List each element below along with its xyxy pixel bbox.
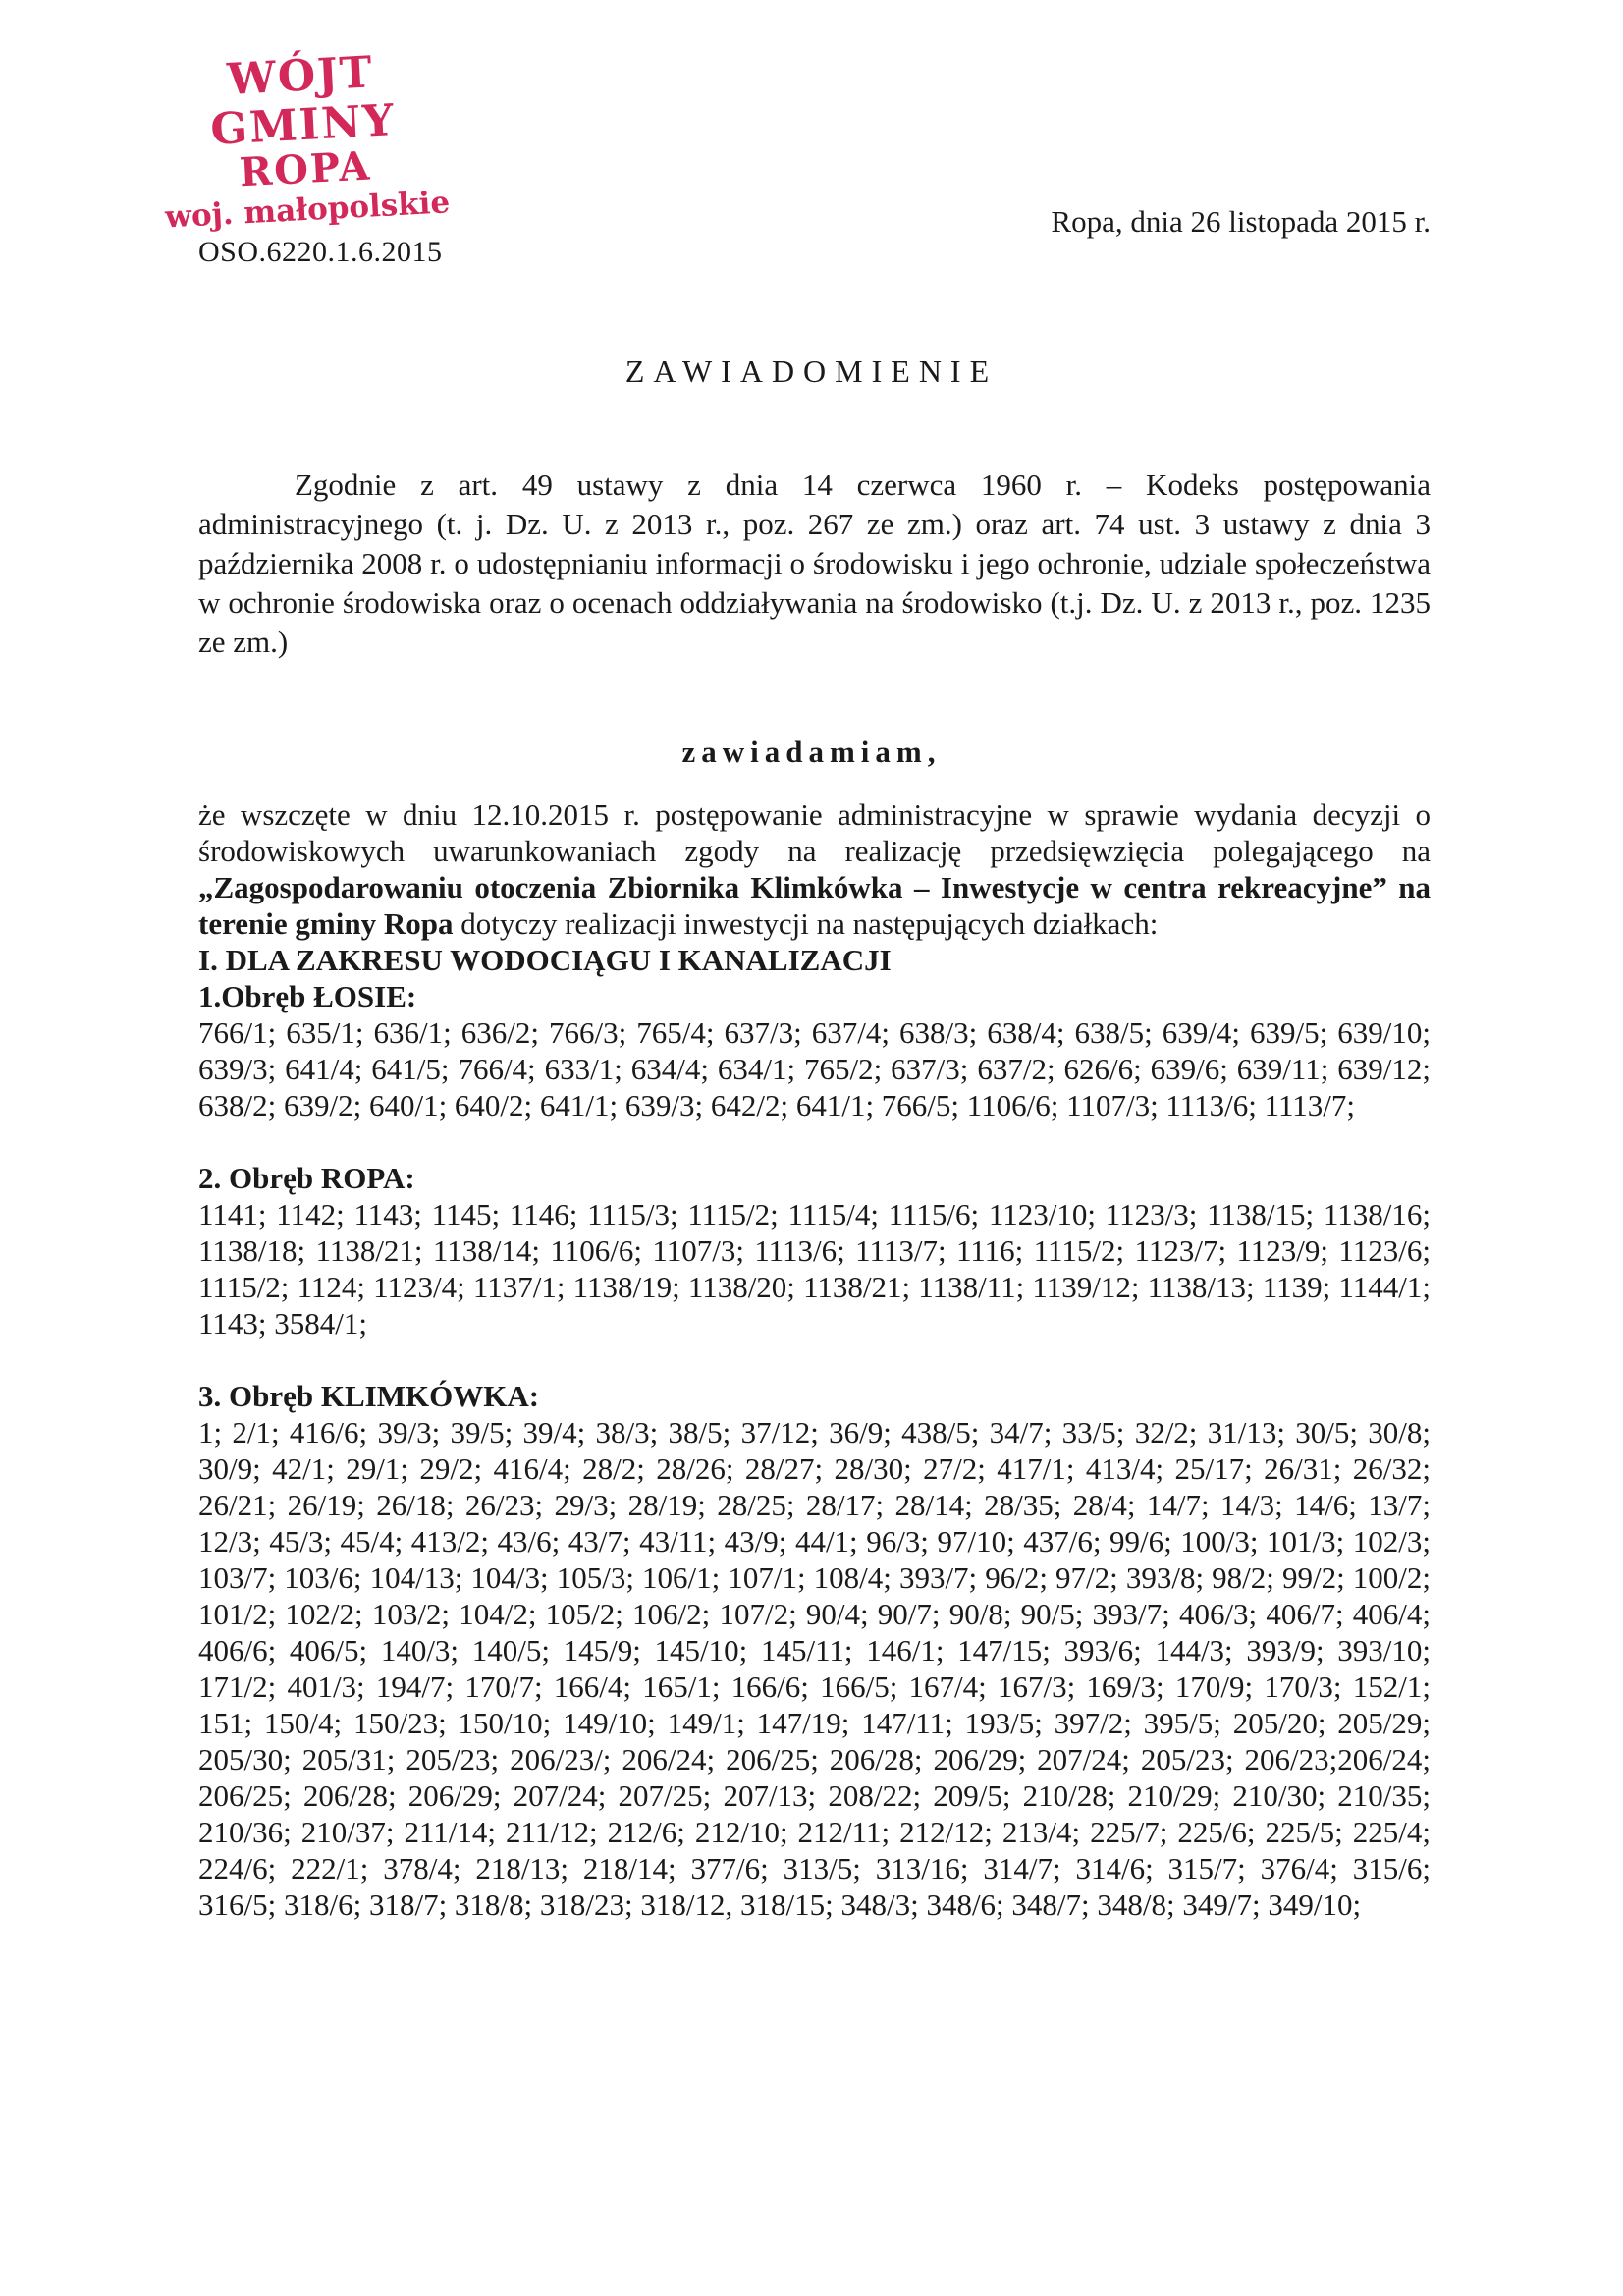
stamp-line-1: WÓJT GMINY xyxy=(209,47,398,155)
stamp-line-3: woj. małopolskie xyxy=(164,185,452,236)
notice-text-start: że wszczęte w dniu 12.10.2015 r. postępowanie administracyjne w sprawie wydania decyzji o środowiskowych uwarunkowaniach zgody na realizację przedsięwzięcia polegającego na xyxy=(198,797,1431,868)
document-title: ZAWIADOMIENIE xyxy=(624,354,999,389)
parcel-list-ropa: 1141; 1142; 1143; 1145; 1146; 1115/3; 1115/2; 1115/4; 1115/6; 1123/10; 1123/3; 1138/15; 1138/16; 1138/18; 1138/21; 1138/14; 1106/6; 1107/3; 1113/6; 1113/7; 1116; 1115/2; 1123/7; 1123/9; 1123/6; 1115/2; 1124; 1123/4; 1137/1; 1138/19; 1138/20; 1138/21; 1138/11; 1139/12; 1138/13; 1139; 1144/1; 1143; 3584/1; xyxy=(198,1197,1431,1340)
notice-body xyxy=(198,796,1431,1923)
section-heading: I. DLA ZAKRESU WODOCIĄGU I KANALIZACJI xyxy=(198,943,892,977)
project-name: „Zagospodarowaniu otoczenia Zbiornika Klimkówka – Inwestycje w centra rekreacyjne” na terenie gminy Ropa xyxy=(198,870,1431,941)
notice-paragraph xyxy=(198,796,1431,942)
reference-number: OSO.6220.1.6.2015 xyxy=(198,236,443,268)
area-title-losie: 1.Obręb ŁOSIE: xyxy=(198,979,417,1013)
parcel-list-losie: 766/1; 635/1; 636/1; 636/2; 766/3; 765/4; 637/3; 637/4; 638/3; 638/4; 638/5; 639/4; 639/5; 639/10; 639/3; 641/4; 641/5; 766/4; 633/1; 634/4; 634/1; 765/2; 637/3; 637/2; 626/6; 639/6; 639/11; 639/12; 638/2; 639/2; 640/1; 640/2; 641/1; 639/3; 642/2; 641/1; 766/5; 1106/6; 1107/3; 1113/6; 1113/7; xyxy=(198,1015,1431,1122)
notice-text-end: dotyczy realizacji inwestycji na następujących działkach: xyxy=(453,906,1159,941)
legal-basis xyxy=(198,465,1431,662)
stamp-line-2: ROPA xyxy=(238,142,373,196)
notify-heading: zawiadamiam, xyxy=(681,735,942,769)
area-title-ropa: 2. Obręb ROPA: xyxy=(198,1161,415,1195)
place-and-date: Ropa, dnia 26 listopada 2015 r. xyxy=(1051,204,1431,239)
area-title-klimkowka: 3. Obręb KLIMKÓWKA: xyxy=(198,1379,540,1413)
parcel-list-klimkowka: 1; 2/1; 416/6; 39/3; 39/5; 39/4; 38/3; 38/5; 37/12; 36/9; 438/5; 34/7; 33/5; 32/2; 31/13; 30/5; 30/8; 30/9; 42/1; 29/1; 29/2; 416/4; 28/2; 28/26; 28/27; 28/30; 27/2; 417/1; 413/4; 25/17; 26/31; 26/32; 26/21; 26/19; 26/18; 26/23; 29/3; 28/19; 28/25; 28/17; 28/14; 28/35; 28/4; 14/7; 14/3; 14/6; 13/7; 12/3; 45/3; 45/4; 413/2; 43/6; 43/7; 43/11; 43/9; 44/1; 96/3; 97/10; 437/6; 99/6; 100/3; 101/3; 102/3; 103/7; 103/6; 104/13; 104/3; 105/3; 106/1; 107/1; 108/4; 393/7; 96/2; 97/2; 393/8; 98/2; 99/2; 100/2; 101/2; 102/2; 103/2; 104/2; 105/2; 106/2; 107/2; 90/4; 90/7; 90/8; 90/5; 393/7; 406/3; 406/7; 406/4; 406/6; 406/5; 140/3; 140/5; 145/9; 145/10; 145/11; 146/1; 147/15; 393/6; 144/3; 393/9; 393/10; 171/2; 401/3; 194/7; 170/7; 166/4; 165/1; 166/6; 166/5; 167/4; 167/3; 169/3; 170/9; 170/3; 152/1; 151; 150/4; 150/23; 150/10; 149/10; 149/1; 147/19; 147/11; 193/5; 397/2; 395/5; 205/20; 205/29; 205/30; 205/31; 205/23; 206/23/; 206/24; 206/25; 206/28; 206/29; 207/24; 205/23; 206/23;206/24; 206/25; 206/28; 206/29; 207/24; 207/25; 207/13; 208/22; 209/5; 210/28; 210/29; 210/30; 210/35; 210/36; 210/37; 211/14; 211/12; 212/6; 212/10; 212/11; 212/12; 213/4; 225/7; 225/6; 225/5; 225/4; 224/6; 222/1; 378/4; 218/13; 218/14; 377/6; 313/5; 313/16; 314/7; 314/6; 315/7; 376/4; 315/6; 316/5; 318/6; 318/7; 318/8; 318/23; 318/12, 318/15; 348/3; 348/6; 348/7; 348/8; 349/7; 349/10; xyxy=(198,1415,1431,1922)
legal-basis-text: Zgodnie z art. 49 ustawy z dnia 14 czerwca 1960 r. – Kodeks postępowania administracyjnego (t. j. Dz. U. z 2013 r., poz. 267 ze zm.) oraz art. 74 ust. 3 ustawy z dnia 3 października 2008 r. o udostępnianiu informacji o środowisku i jego ochronie, udziale społeczeństwa w ochronie środowiska oraz o ocenach oddziaływania na środowisko (t.j. Dz. U. z 2013 r., poz. 1235 ze zm.) xyxy=(198,467,1431,659)
office-stamp xyxy=(133,43,475,240)
